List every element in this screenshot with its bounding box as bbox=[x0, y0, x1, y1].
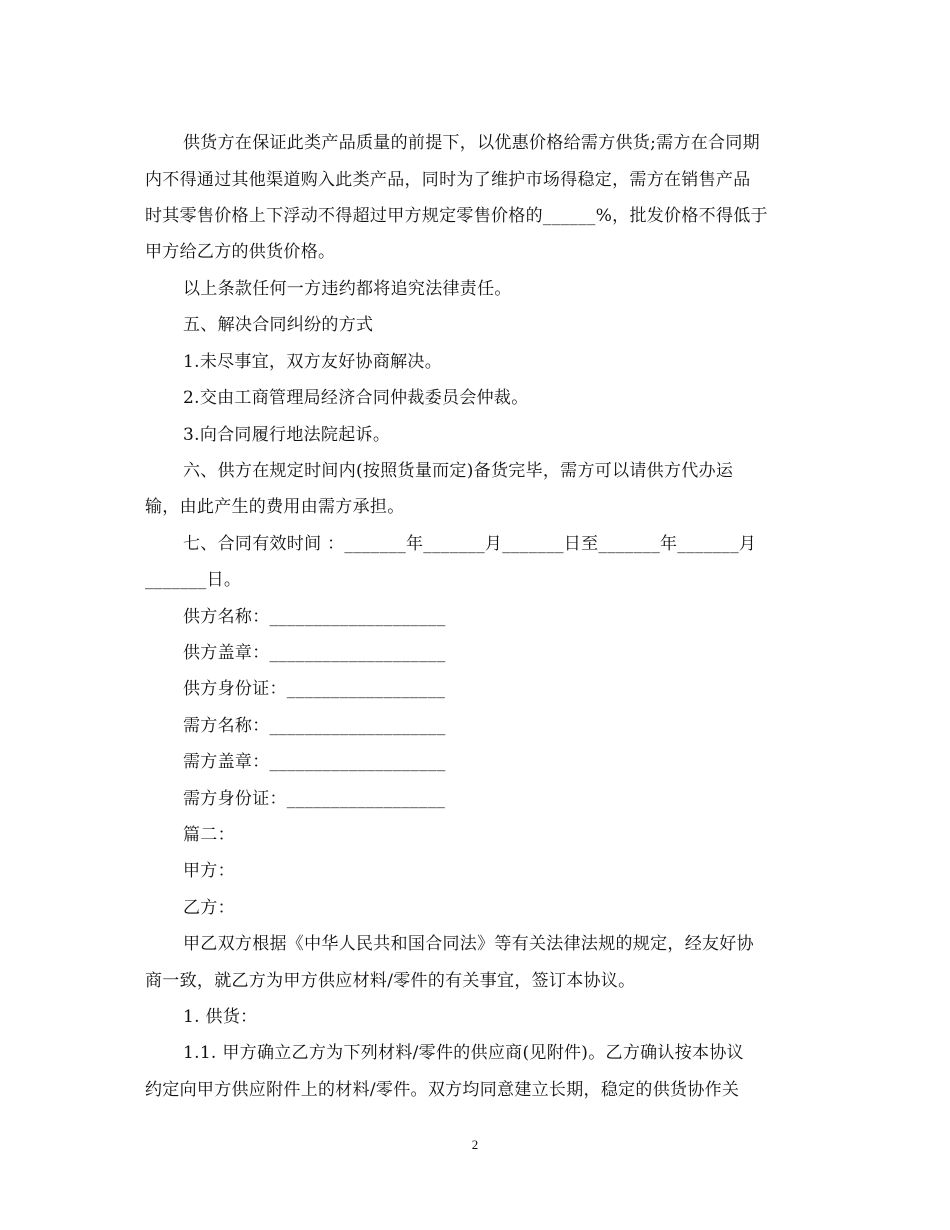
list-item: 3.向合同履行地法院起诉。 bbox=[183, 425, 391, 445]
paragraph-line: 甲方给乙方的供货价格。 bbox=[145, 242, 336, 262]
paragraph-line: 供货方在保证此类产品质量的前提下，以优惠价格给需方供货;需方在合同期 bbox=[183, 133, 760, 153]
form-field-line: 需方身份证：__________________ bbox=[183, 789, 446, 809]
form-field-line: 需方盖章：____________________ bbox=[183, 752, 446, 772]
paragraph-line: 七、合同有效时间 ：_______年_______月_______日至_______年_______月 bbox=[183, 534, 757, 554]
section-heading: 五、解决合同纠纷的方式 bbox=[183, 315, 374, 335]
form-field-line: 供方身份证：__________________ bbox=[183, 679, 446, 699]
paragraph-line: 六、供方在规定时间内(按照货量而定)备货完毕，需方可以请供方代办运 bbox=[183, 461, 734, 481]
form-field-line: 供方盖章：____________________ bbox=[183, 643, 446, 663]
paragraph-line: 1.1. 甲方确立乙方为下列材料/零件的供应商(见附件)。乙方确认按本协议 bbox=[183, 1043, 744, 1063]
form-field-line: 需方名称：____________________ bbox=[183, 716, 446, 736]
paragraph-line: 约定向甲方供应附件上的材料/零件。双方均同意建立长期，稳定的供货协作关 bbox=[145, 1080, 740, 1100]
page-number: 2 bbox=[471, 1137, 479, 1152]
list-item: 1.未尽事宜，双方友好协商解决。 bbox=[183, 352, 443, 372]
paragraph-line: 甲乙双方根据《中华人民共和国合同法》等有关法律法规的规定，经友好协 bbox=[183, 934, 754, 954]
paragraph-line: 输，由此产生的费用由需方承担。 bbox=[145, 497, 405, 517]
section-heading: 1. 供货： bbox=[183, 1007, 258, 1027]
list-item: 2.交由工商管理局经济合同仲裁委员会仲裁。 bbox=[183, 388, 529, 408]
paragraph-line: _______日。 bbox=[145, 570, 242, 590]
paragraph-line: 以上条款任何一方违约都将追究法律责任。 bbox=[183, 279, 512, 299]
party-label: 乙方： bbox=[183, 898, 235, 918]
form-field-line: 供方名称：____________________ bbox=[183, 607, 446, 627]
section-heading: 篇二： bbox=[183, 825, 235, 845]
paragraph-line: 商一致，就乙方为甲方供应材料/零件的有关事宜，签订本协议。 bbox=[145, 971, 636, 991]
paragraph-line: 时其零售价格上下浮动不得超过甲方规定零售价格的______%，批发价格不得低于 bbox=[145, 206, 768, 226]
party-label: 甲方： bbox=[183, 861, 235, 881]
paragraph-line: 内不得通过其他渠道购入此类产品，同时为了维护市场得稳定，需方在销售产品 bbox=[145, 170, 751, 190]
